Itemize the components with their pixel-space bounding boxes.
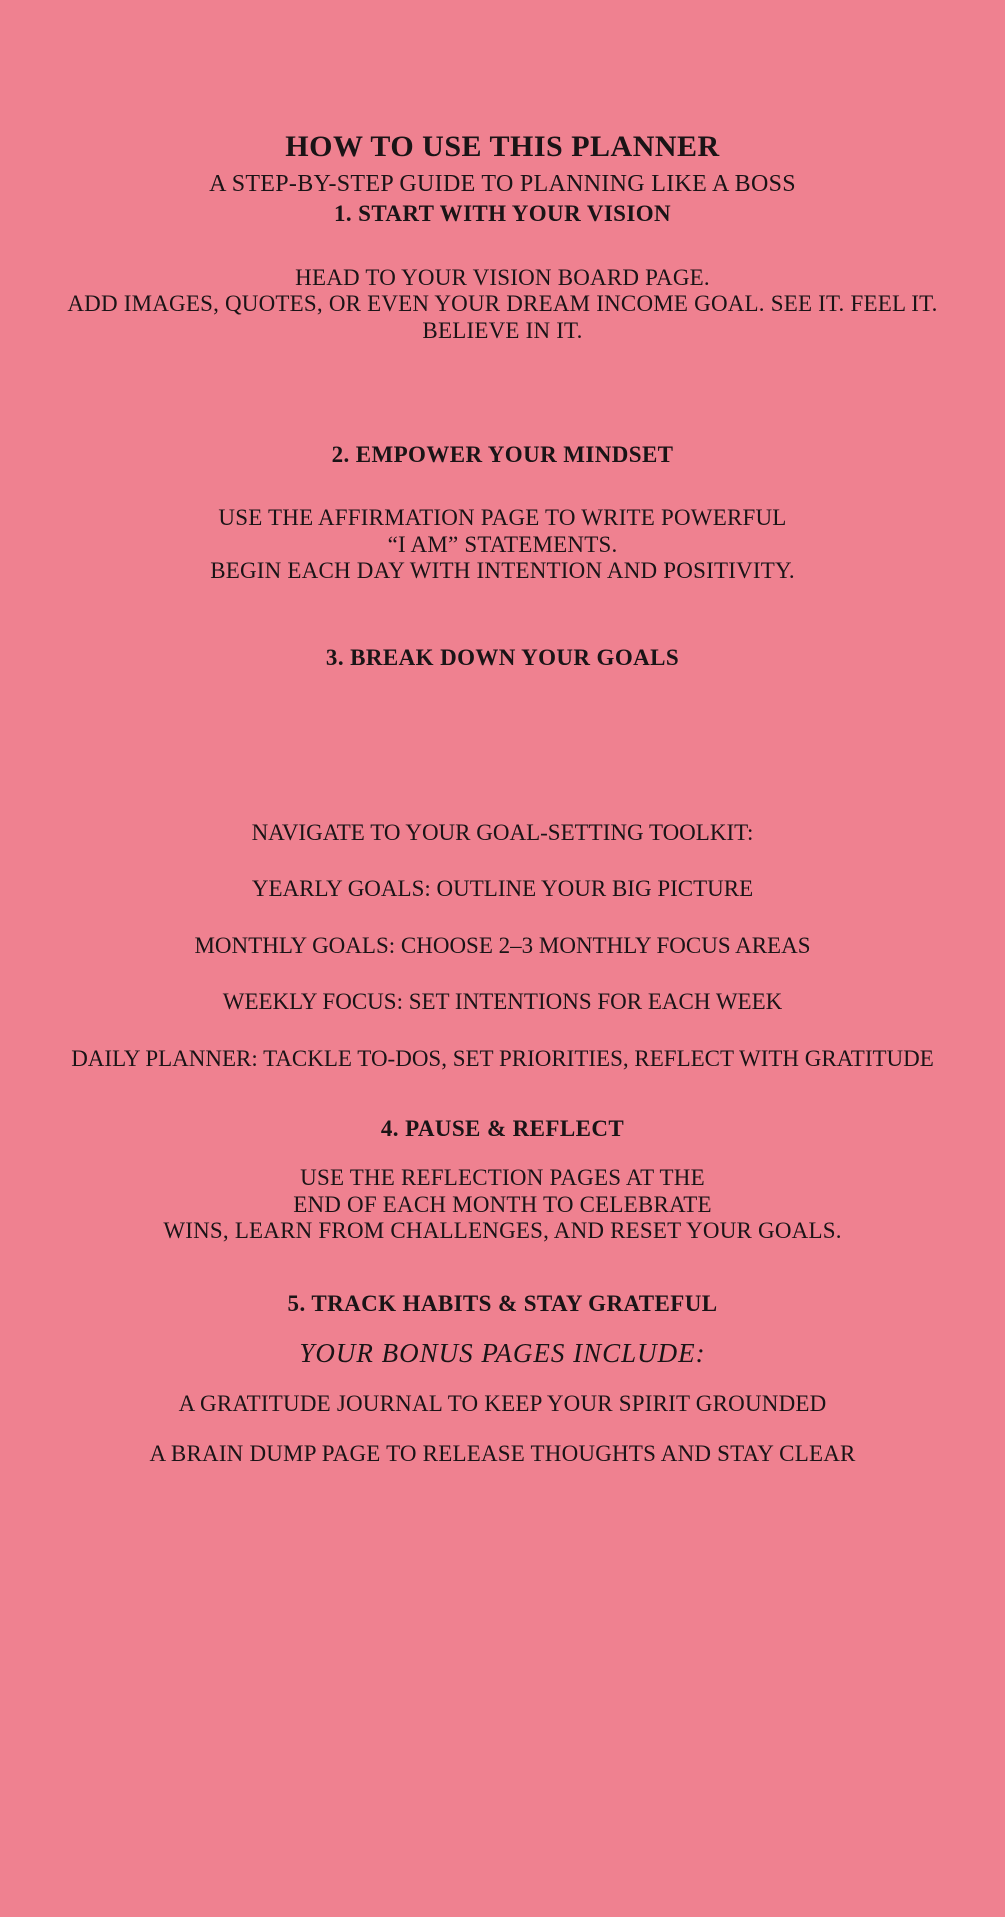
step-1-line-1: HEAD TO YOUR VISION BOARD PAGE. [295, 264, 710, 290]
step-3-heading: 3. BREAK DOWN YOUR GOALS [325, 644, 680, 670]
step-2-line-3: BEGIN EACH DAY WITH INTENTION AND POSITIVITY. [210, 558, 795, 584]
step-3-line-1: NAVIGATE TO YOUR GOAL-SETTING TOOLKIT: [251, 819, 754, 845]
step-1-line-2: ADD IMAGES, QUOTES, OR EVEN YOUR DREAM INCOME GOAL. SEE IT. FEEL IT. [67, 291, 938, 317]
step-3-line-4: WEEKLY FOCUS: SET INTENTIONS FOR EACH WEEK [222, 989, 783, 1015]
step-4-heading: 4. PAUSE & REFLECT [380, 1116, 625, 1142]
step-4-line-3: WINS, LEARN FROM CHALLENGES, AND RESET YOUR GOALS. [163, 1218, 842, 1244]
bonus-line-1: A GRATITUDE JOURNAL TO KEEP YOUR SPIRIT GROUNDED [178, 1391, 827, 1416]
step-3-line-5: DAILY PLANNER: TACKLE TO-DOS, SET PRIORITIES, REFLECT WITH GRATITUDE [71, 1045, 934, 1071]
step-3-line-2: YEARLY GOALS: OUTLINE YOUR BIG PICTURE [251, 876, 754, 902]
page-subtitle: A STEP-BY-STEP GUIDE TO PLANNING LIKE A BOSS [209, 171, 796, 197]
goal-toolkit-list [20, 820, 985, 1072]
bonus-line-2: A BRAIN DUMP PAGE TO RELEASE THOUGHTS AND STAY CLEAR [149, 1441, 856, 1467]
planner-instructions-page [0, 130, 1005, 1917]
bonus-heading: YOUR BONUS PAGES INCLUDE: [299, 1338, 706, 1368]
spacer-2 [20, 670, 985, 820]
step-3-line-3: MONTHLY GOALS: CHOOSE 2–3 MONTHLY FOCUS AREAS [194, 932, 811, 958]
step-2-line-2: “I AM” STATEMENTS. [387, 531, 618, 557]
step-2-line-1: USE THE AFFIRMATION PAGE TO WRITE POWERFUL [218, 505, 787, 531]
step-1-heading: 1. START WITH YOUR VISION [333, 201, 672, 227]
step-2-heading: 2. EMPOWER YOUR MINDSET [331, 442, 674, 467]
step-4-line-2: END OF EACH MONTH TO CELEBRATE [293, 1191, 712, 1217]
step-4-line-1: USE THE REFLECTION PAGES AT THE [300, 1165, 705, 1191]
page-title: HOW TO USE THIS PLANNER [285, 130, 720, 163]
step-5-heading: 5. TRACK HABITS & STAY GRATEFUL [287, 1290, 718, 1316]
spacer-1 [20, 344, 985, 404]
step-1-line-3: BELIEVE IN IT. [422, 317, 583, 343]
